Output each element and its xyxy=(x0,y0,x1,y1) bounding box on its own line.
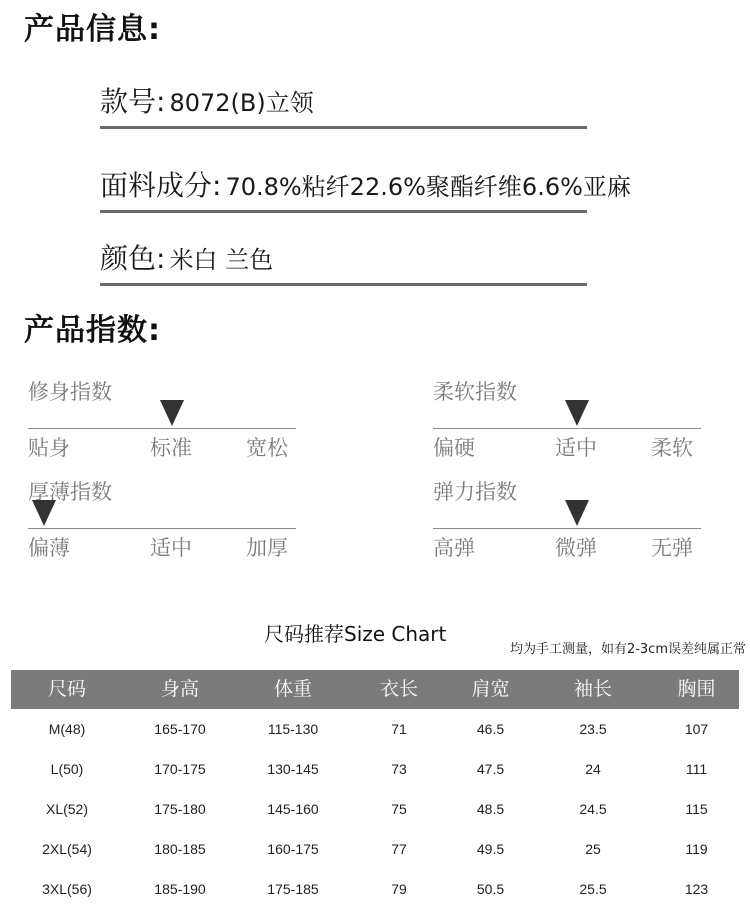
fit-option-tight: 贴身 xyxy=(28,436,70,460)
table-cell: 25 xyxy=(585,841,601,857)
header-sleeve: 袖长 xyxy=(573,678,612,700)
header-weight: 体重 xyxy=(273,678,312,700)
product-index-title: 产品指数: xyxy=(24,313,161,348)
table-cell: 145-160 xyxy=(267,801,319,817)
header-length: 衣长 xyxy=(379,678,418,700)
table-cell: 49.5 xyxy=(476,841,505,857)
fit-index-name: 修身指数 xyxy=(28,380,112,404)
color-row xyxy=(100,243,587,286)
fabric-value: 70.8%粘纤22.6%聚酯纤维6.6%亚麻 xyxy=(225,173,631,201)
table-cell: XL(52) xyxy=(45,801,89,817)
softness-index-name: 柔软指数 xyxy=(433,380,517,404)
table-cell: 111 xyxy=(685,761,708,777)
elasticity-index xyxy=(433,476,703,566)
elasticity-option-none: 无弹 xyxy=(651,536,693,560)
product-info-title: 产品信息: xyxy=(24,12,161,47)
table-cell: L(50) xyxy=(50,761,84,777)
thickness-index-name: 厚薄指数 xyxy=(28,480,112,504)
table-cell: 47.5 xyxy=(476,761,505,777)
model-row xyxy=(100,86,587,129)
table-cell: 119 xyxy=(685,841,708,857)
table-row xyxy=(11,829,739,869)
model-label: 款号: xyxy=(100,85,166,118)
elasticity-index-name: 弹力指数 xyxy=(433,480,517,504)
table-cell: 130-145 xyxy=(267,761,319,777)
table-cell: 73 xyxy=(391,761,407,777)
table-cell: 115-130 xyxy=(267,721,319,737)
table-row xyxy=(11,709,739,749)
table-cell: 160-175 xyxy=(267,841,319,857)
table-cell: 46.5 xyxy=(476,721,505,737)
table-cell: 2XL(54) xyxy=(42,841,92,857)
header-shoulder: 肩宽 xyxy=(471,678,510,700)
fit-option-standard: 标准 xyxy=(150,436,192,460)
selection-arrow-icon xyxy=(565,500,589,526)
scale-line xyxy=(433,528,701,529)
table-cell: 23.5 xyxy=(579,721,607,737)
size-chart-note: 均为手工测量，如有2-3cm误差纯属正常 xyxy=(509,642,746,657)
thickness-option-thick: 加厚 xyxy=(246,536,288,560)
table-cell: 175-180 xyxy=(154,801,206,817)
table-cell: 185-190 xyxy=(154,881,206,897)
table-cell: M(48) xyxy=(48,721,86,737)
table-cell: 77 xyxy=(391,841,407,857)
header-height: 身高 xyxy=(160,678,199,700)
scale-line xyxy=(28,428,296,429)
table-cell: 165-170 xyxy=(154,721,206,737)
table-cell: 50.5 xyxy=(476,881,505,897)
color-line xyxy=(100,237,273,277)
fit-option-loose: 宽松 xyxy=(246,436,288,460)
thickness-option-thin: 偏薄 xyxy=(28,536,70,560)
table-header xyxy=(11,670,739,709)
fabric-row xyxy=(100,169,631,213)
size-chart-title: 尺码推荐Size Chart xyxy=(264,622,447,646)
softness-option-soft: 柔软 xyxy=(651,436,693,460)
table-cell: 75 xyxy=(391,801,407,817)
fabric-label: 面料成分: xyxy=(100,169,222,202)
color-label: 颜色: xyxy=(100,242,166,275)
table-cell: 123 xyxy=(684,881,709,897)
header-chest: 胸围 xyxy=(677,678,716,700)
scale-line xyxy=(28,528,296,529)
scale-line xyxy=(433,428,701,429)
table-cell: 24 xyxy=(585,761,601,777)
size-chart-table xyxy=(11,670,739,909)
table-cell: 180-185 xyxy=(154,841,206,857)
model-line xyxy=(100,80,314,120)
elasticity-option-high: 高弹 xyxy=(433,536,475,560)
table-row xyxy=(11,749,739,789)
softness-option-medium: 适中 xyxy=(555,436,597,460)
table-cell: 71 xyxy=(391,721,407,737)
table-cell: 115 xyxy=(685,801,708,817)
model-value: 8072(B)立领 xyxy=(169,89,314,117)
elasticity-option-slight: 微弹 xyxy=(555,536,597,560)
table-cell: 107 xyxy=(684,721,709,737)
table-cell: 48.5 xyxy=(476,801,505,817)
table-cell: 24.5 xyxy=(579,801,607,817)
selection-arrow-icon xyxy=(565,400,589,426)
table-cell: 25.5 xyxy=(579,881,607,897)
table-row xyxy=(11,789,739,829)
selection-arrow-icon xyxy=(160,400,184,426)
fabric-line xyxy=(100,164,631,204)
table-cell: 79 xyxy=(391,881,407,897)
thickness-index xyxy=(28,476,298,566)
table-row xyxy=(11,869,739,909)
softness-index xyxy=(433,376,703,466)
softness-option-hard: 偏硬 xyxy=(433,436,475,460)
table-cell: 3XL(56) xyxy=(42,881,92,897)
thickness-option-medium: 适中 xyxy=(150,536,192,560)
color-value: 米白 兰色 xyxy=(169,246,274,274)
header-size: 尺码 xyxy=(47,678,86,700)
selection-arrow-icon xyxy=(32,500,56,526)
table-cell: 175-185 xyxy=(267,881,319,897)
fit-index xyxy=(28,376,298,466)
table-cell: 170-175 xyxy=(154,761,206,777)
